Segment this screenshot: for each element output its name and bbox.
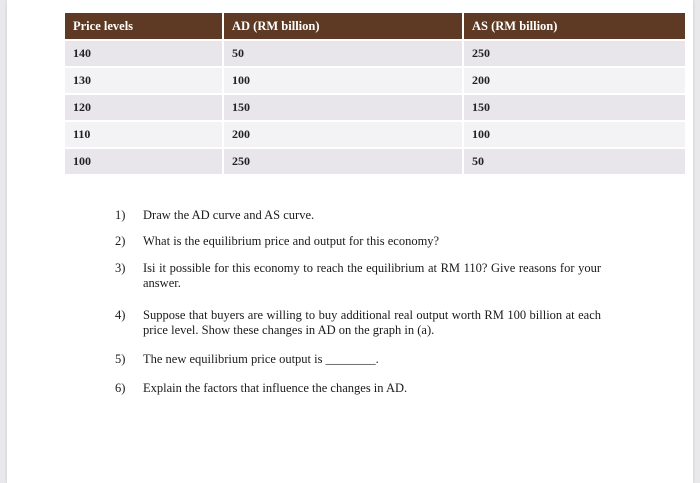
cell-as: 200 [463, 67, 685, 94]
question-item [115, 352, 601, 367]
cell-price: 110 [65, 121, 223, 148]
question-item [115, 308, 601, 338]
question-item [115, 381, 601, 396]
table-row [65, 40, 685, 67]
cell-price: 100 [65, 148, 223, 174]
question-text: What is the equilibrium price and output for this economy? [143, 234, 440, 248]
question-item [115, 261, 601, 291]
question-item [115, 234, 601, 249]
question-number: 1) [115, 208, 126, 222]
cell-as: 250 [463, 40, 685, 67]
document-page [7, 0, 693, 483]
question-text: Draw the AD curve and AS curve. [143, 208, 315, 222]
table-header-row [65, 13, 685, 40]
question-list [115, 208, 601, 396]
cell-ad: 100 [223, 67, 463, 94]
table-row [65, 148, 685, 174]
question-number: 5) [115, 352, 126, 366]
price-levels-table [65, 13, 685, 174]
question-text: Isi it possible for this economy to reach the equilibrium at RM 110? Give reasons for your answer. [143, 261, 601, 290]
question-item [115, 208, 601, 223]
header-price-levels: Price levels [65, 13, 223, 40]
cell-price: 130 [65, 67, 223, 94]
cell-ad: 50 [223, 40, 463, 67]
table-row [65, 121, 685, 148]
question-number: 3) [115, 261, 126, 275]
cell-as: 150 [463, 94, 685, 121]
table-row [65, 67, 685, 94]
question-text: Explain the factors that influence the changes in AD. [143, 381, 408, 395]
cell-ad: 250 [223, 148, 463, 174]
cell-ad: 200 [223, 121, 463, 148]
question-text: The new equilibrium price output is ________. [143, 352, 379, 366]
question-number: 2) [115, 234, 126, 248]
question-number: 6) [115, 381, 126, 395]
header-ad: AD (RM billion) [223, 13, 463, 40]
cell-price: 140 [65, 40, 223, 67]
cell-ad: 150 [223, 94, 463, 121]
table-row [65, 94, 685, 121]
question-number: 4) [115, 308, 126, 322]
header-as: AS (RM billion) [463, 13, 685, 40]
cell-as: 50 [463, 148, 685, 174]
question-text: Suppose that buyers are willing to buy additional real output worth RM 100 billion at each price level. Show these changes in AD on the graph in (a). [143, 308, 601, 337]
cell-price: 120 [65, 94, 223, 121]
cell-as: 100 [463, 121, 685, 148]
